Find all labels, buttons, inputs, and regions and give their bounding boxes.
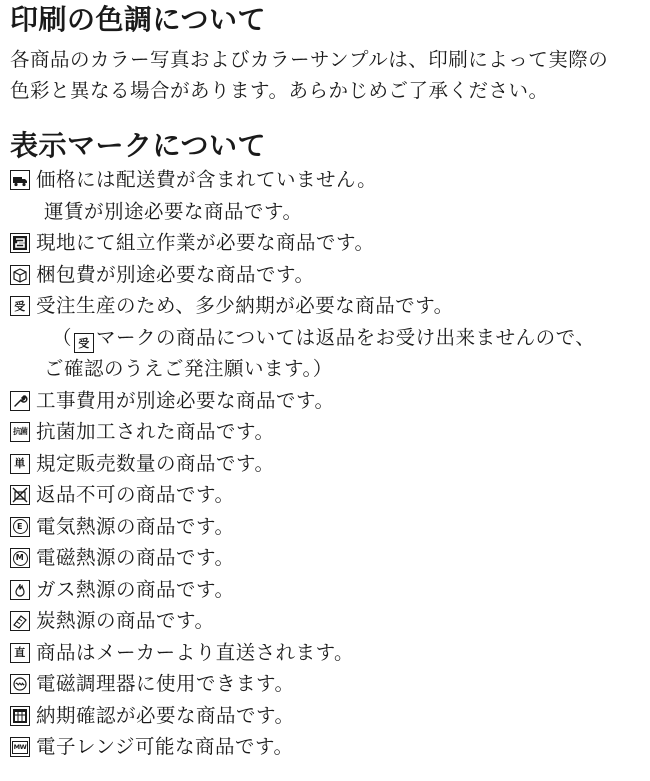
microwave-icon <box>10 737 30 757</box>
made-to-order-icon: 受 <box>10 296 30 316</box>
gas-flame-icon <box>10 580 30 600</box>
list-item <box>10 259 650 291</box>
note-open-paren: （ <box>52 325 73 349</box>
list-item <box>10 385 650 417</box>
mark-description <box>36 164 650 227</box>
list-item <box>10 290 650 385</box>
mark-description: 電気熱源の商品です。 <box>36 514 235 538</box>
delivery-check-icon <box>10 706 30 726</box>
induction-heat-icon <box>10 548 30 568</box>
list-item <box>10 416 650 448</box>
color-section-title: 印刷の色調について <box>10 3 266 36</box>
mark-description: 梱包費が別途必要な商品です。 <box>36 262 315 286</box>
mark-description-line-2 <box>36 322 650 354</box>
ih-compatible-icon <box>10 674 30 694</box>
mark-description <box>36 290 650 385</box>
mark-description-line-1: 受注生産のため、多少納期が必要な商品です。 <box>36 294 454 317</box>
list-item <box>10 542 650 574</box>
color-section-text <box>10 44 650 106</box>
mark-description: 現地にて組立作業が必要な商品です。 <box>36 231 375 254</box>
list-item <box>10 637 650 669</box>
mark-description: 工事費用が別途必要な商品です。 <box>36 388 335 412</box>
note-text: マークの商品については返品をお受け出来ませんので、 <box>96 325 596 349</box>
induction-heat-glyph: M <box>13 551 28 566</box>
mark-description: 納期確認が必要な商品です。 <box>36 703 295 727</box>
unit-sale-icon: 単 <box>10 454 30 474</box>
mark-description: 規定販売数量の商品です。 <box>36 451 275 475</box>
package-icon <box>10 265 30 285</box>
mark-description: 電子レンジ可能な商品です。 <box>36 735 294 759</box>
truck-icon <box>10 170 30 190</box>
direct-ship-icon: 直 <box>10 643 30 663</box>
mark-description-line-1: 価格には配送費が含まれていません。 <box>36 168 378 191</box>
assembly-icon <box>10 233 30 253</box>
mark-description: 抗菌加工された商品です。 <box>36 420 275 444</box>
list-item <box>10 605 650 637</box>
mark-description: 電磁熱源の商品です。 <box>36 546 235 570</box>
electric-heat-glyph: E <box>13 519 28 534</box>
antibacterial-icon: 抗菌 <box>10 422 30 442</box>
mark-legend-list <box>10 164 650 763</box>
list-item <box>10 227 650 259</box>
marks-section-title: 表示マークについて <box>10 129 266 162</box>
made-to-order-icon: 受 <box>74 333 94 353</box>
mark-description: 返品不可の商品です。 <box>36 483 235 507</box>
mark-description: 炭熱源の商品です。 <box>36 609 215 633</box>
color-section-line-2: 色彩と異なる場合があります。あらかじめご了承ください。 <box>10 79 549 102</box>
mark-description: ガス熱源の商品です。 <box>36 577 235 601</box>
list-item <box>10 479 650 511</box>
mark-description: 電磁調理器に使用できます。 <box>36 672 295 696</box>
mark-description: 商品はメーカーより直送されます。 <box>36 640 355 664</box>
list-item <box>10 511 650 543</box>
list-item <box>10 448 650 480</box>
mark-description-line-2: 運賃が別途必要な商品です。 <box>44 199 303 223</box>
no-return-icon <box>10 485 30 505</box>
charcoal-icon <box>10 611 30 631</box>
microwave-glyph: MW <box>12 741 28 754</box>
color-section-line-1: 各商品のカラー写真およびカラーサンプルは、印刷によって実際の <box>10 48 609 71</box>
list-item <box>10 731 650 763</box>
list-item <box>10 574 650 606</box>
list-item <box>10 700 650 732</box>
list-item <box>10 668 650 700</box>
electric-heat-icon <box>10 517 30 537</box>
list-item <box>10 164 650 227</box>
wrench-icon <box>10 391 30 411</box>
mark-description-line-3: ご確認のうえご発注願います。） <box>44 357 333 381</box>
